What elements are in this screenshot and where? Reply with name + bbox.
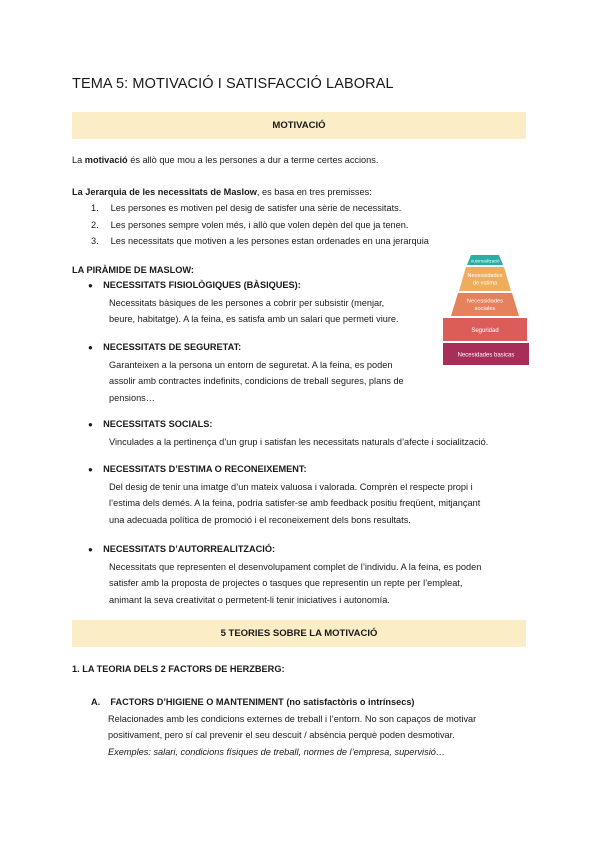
pyramid-label: sociales	[474, 306, 496, 312]
pyramid-label: de estima	[472, 280, 498, 287]
bullet-icon: ●	[88, 343, 93, 352]
pyramid-label: Necessidades	[467, 273, 503, 279]
list-item: 2. Les persones sempre volen més, i allò que volen depèn del que ja tenen.	[91, 219, 409, 230]
factor-a-block: A. FACTORS D’HIGIENE O MANTENIMENT (no satisfactòris o intrínsecs) Relacionades amb les condicions externes de treball i l’entorn. No son capaços de motivar positivament, pero sí cal prevenir el seu descuit / absència perquè poden desmotivar. Exemples: salari, condicions físiques de treball, normes de l’empresa, supervisió…	[91, 697, 477, 757]
section-header-theories: 5 TEORIES SOBRE LA MOTIVACIÓ	[72, 620, 526, 647]
list-item: 3. Les necessitats que motiven a les persones estan ordenades en una jerarquia	[91, 236, 429, 246]
pyramid-label: Seguridad	[471, 328, 499, 334]
need-self-actualization: ● NECESSITATS D’AUTORREALITZACIÓ: Necessitats que representen el desenvolupament complet de l’individu. A la feina, es poden satisfer amb la proposta de projectes o tasques que representin un repte per l’empleat, animant la seva creativitat o permetent-li tenir iniciatives i autonomía.	[88, 544, 482, 605]
bullet-icon: ●	[88, 281, 93, 290]
maslow-pyramid-diagram	[440, 254, 530, 366]
need-physiological: ● NECESSITATS FISIOLÒGIQUES (BÀSIQUES): Necessitats bàsiques de les persones a cobrir per subsistir (menjar, beure, habitatge). A la feina, es satisfa amb un salari que permeti viure.	[88, 280, 399, 324]
bullet-icon: ●	[88, 465, 93, 474]
pyramid-heading: LA PIRÀMIDE DE MASLOW:	[72, 265, 194, 275]
maslow-intro: La Jerarquia de les necessitats de Maslow, es basa en tres premisses:	[72, 187, 372, 197]
pyramid-level-social	[451, 293, 519, 316]
section-header-motivacio: MOTIVACIÓ	[72, 112, 526, 139]
intro-paragraph: La motivació és allò que mou a les persones a dur a terme certes accions.	[72, 155, 379, 165]
need-esteem: ● NECESSITATS D’ESTIMA O RECONEIXEMENT: Del desig de tenir una imatge d’un mateix valuosa i valorada. Comprèn el respecte propi i l’estima dels demés. A la feina, podria satisfer-se amb feedback positiu freqüent, mitjançant una adecuada política de promoció i el reconeixement dels bons resultats.	[88, 464, 481, 525]
pyramid-label: Necesidades basicas	[457, 352, 515, 359]
list-item: 1. Les persones es motiven pel desig de satisfer una sèrie de necessitats.	[91, 203, 402, 213]
bullet-icon: ●	[88, 420, 93, 429]
need-social: ● NECESSITATS SOCIALS: Vinculades a la pertinença d’un grup i satisfan les necessitats naturals d’afecte i socialització.	[88, 419, 489, 447]
pyramid-level-esteem	[459, 267, 511, 291]
page-title: TEMA 5: MOTIVACIÓ I SATISFACCIÓ LABORAL	[72, 76, 394, 92]
theory-herzberg-heading: 1. LA TEORIA DELS 2 FACTORS DE HERZBERG:	[72, 664, 285, 674]
bullet-icon: ●	[88, 545, 93, 554]
need-security: ● NECESSITATS DE SEGURETAT: Garanteixen a la persona un entorn de seguretat. A la feina, es poden assolir amb contractes indefinits, condicions de treball segures, plans de pensions…	[88, 342, 404, 403]
pyramid-label: Autorrealització	[470, 258, 500, 264]
premises-list	[91, 200, 429, 250]
pyramid-label: Necessidades	[466, 298, 504, 305]
